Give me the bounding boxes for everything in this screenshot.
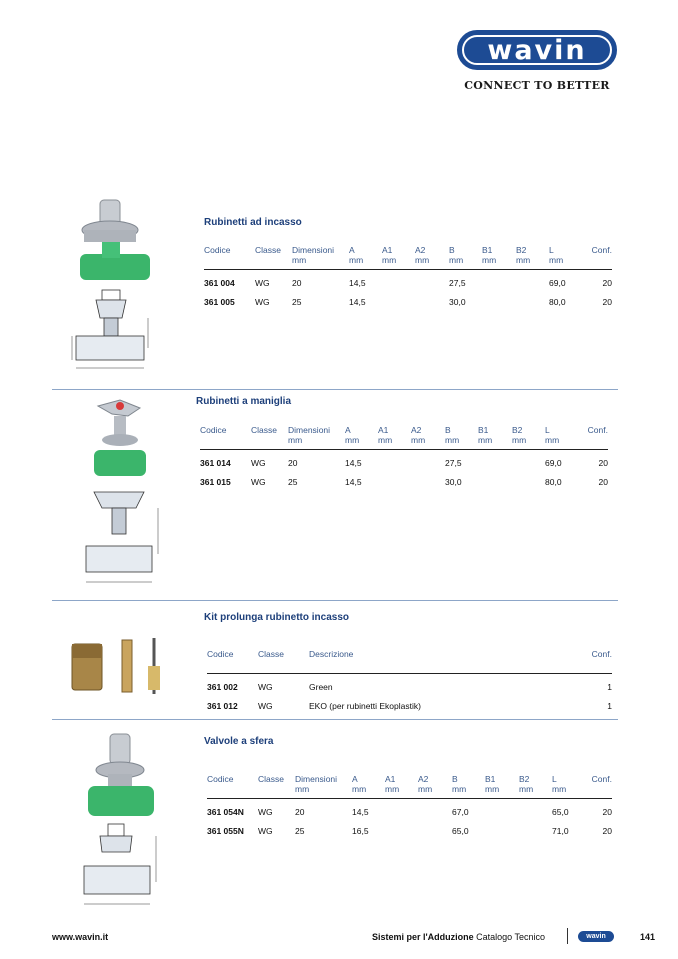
col-header-l: L mm [549, 245, 586, 270]
col-header-descrizione: Descrizione [309, 649, 569, 674]
col-header-b: B mm [452, 774, 485, 799]
footer-catalog-bold: Sistemi per l'Adduzione [372, 932, 474, 942]
table-header-row [207, 649, 612, 674]
table-row: 361 004 WG 20 14,5 27,5 69,0 20 [204, 277, 612, 288]
product-image-extension-kit [68, 636, 168, 696]
tagline: CONNECT TO BETTER [464, 79, 610, 92]
table-header-row [204, 245, 612, 270]
table-row: 361 005 WG 25 14,5 30,0 80,0 20 [204, 296, 612, 307]
product-image-concealed-valve [72, 196, 162, 286]
section-title-kit-prolunga: Kit prolunga rubinetto incasso [204, 612, 350, 623]
technical-drawing-handle-valve [74, 488, 164, 588]
table-row: 361 012 WG EKO (per rubinetti Ekoplastik) 1 [207, 700, 612, 711]
table-row: 361 055N WG 25 16,5 65,0 71,0 20 [207, 825, 612, 836]
col-header-b1: B1 mm [485, 774, 519, 799]
product-image-ball-valve [82, 730, 162, 822]
col-header-conf: Conf. [589, 774, 612, 799]
section-title-rubinetti-ad-incasso: Rubinetti ad incasso [204, 217, 302, 228]
col-header-dimensioni: Dimensioni mm [295, 774, 352, 799]
col-header-b2: B2 mm [512, 425, 545, 450]
spec-table-rubinetti-a-maniglia [200, 425, 608, 491]
section-title-rubinetti-a-maniglia: Rubinetti a maniglia [196, 396, 292, 407]
col-header-a2: A2 mm [411, 425, 445, 450]
col-header-codice: Codice [204, 245, 255, 270]
col-header-conf: Conf. [582, 425, 608, 450]
col-header-b1: B1 mm [478, 425, 512, 450]
col-header-classe: Classe [255, 245, 292, 270]
col-header-l: L mm [545, 425, 582, 450]
spec-table-kit-prolunga [207, 649, 612, 715]
col-header-b2: B2 mm [516, 245, 549, 270]
table-row: 361 015 WG 25 14,5 30,0 80,0 20 [200, 476, 608, 487]
technical-drawing-concealed-valve [66, 288, 156, 378]
col-header-a1: A1 mm [385, 774, 418, 799]
technical-drawing-ball-valve [72, 822, 164, 912]
table-row: 361 002 WG Green 1 [207, 681, 612, 692]
spec-table-rubinetti-ad-incasso [204, 245, 612, 311]
section-title-valvole-a-sfera: Valvole a sfera [204, 736, 274, 747]
table-row: 361 054N WG 20 14,5 67,0 65,0 20 [207, 806, 612, 817]
col-header-classe: Classe [251, 425, 288, 450]
col-header-b1: B1 mm [482, 245, 516, 270]
col-header-dimensioni: Dimensioni mm [292, 245, 349, 270]
table-row: 361 014 WG 20 14,5 27,5 69,0 20 [200, 457, 608, 468]
col-header-b: B mm [445, 425, 478, 450]
col-header-a2: A2 mm [415, 245, 449, 270]
col-header-codice: Codice [200, 425, 251, 450]
col-header-a: A mm [352, 774, 385, 799]
footer-website[interactable]: www.wavin.it [52, 932, 109, 942]
product-image-handle-valve [90, 398, 160, 482]
logo-text: wavin [462, 35, 612, 65]
col-header-classe: Classe [258, 649, 309, 674]
col-header-codice: Codice [207, 649, 258, 674]
col-header-dimensioni: Dimensioni mm [288, 425, 345, 450]
table-header-row [207, 774, 612, 799]
wavin-logo [457, 30, 617, 70]
col-header-b2: B2 mm [519, 774, 552, 799]
spec-table-valvole-a-sfera [207, 774, 612, 840]
footer-catalog [372, 932, 545, 942]
section-divider [52, 719, 618, 720]
col-header-a: A mm [345, 425, 378, 450]
col-header-a1: A1 mm [382, 245, 415, 270]
col-header-classe: Classe [258, 774, 295, 799]
col-header-l: L mm [552, 774, 589, 799]
col-header-conf: Conf. [569, 649, 612, 674]
section-divider [52, 389, 618, 390]
col-header-conf: Conf. [586, 245, 612, 270]
footer-catalog-rest: Catalogo Tecnico [473, 932, 546, 942]
col-header-codice: Codice [207, 774, 258, 799]
page-number: 141 [640, 932, 656, 942]
section-divider [52, 600, 618, 601]
col-header-a: A mm [349, 245, 382, 270]
table-header-row [200, 425, 608, 450]
footer-separator [567, 928, 568, 944]
col-header-a2: A2 mm [418, 774, 452, 799]
col-header-b: B mm [449, 245, 482, 270]
footer-wavin-logo: wavin [578, 931, 614, 942]
col-header-a1: A1 mm [378, 425, 411, 450]
